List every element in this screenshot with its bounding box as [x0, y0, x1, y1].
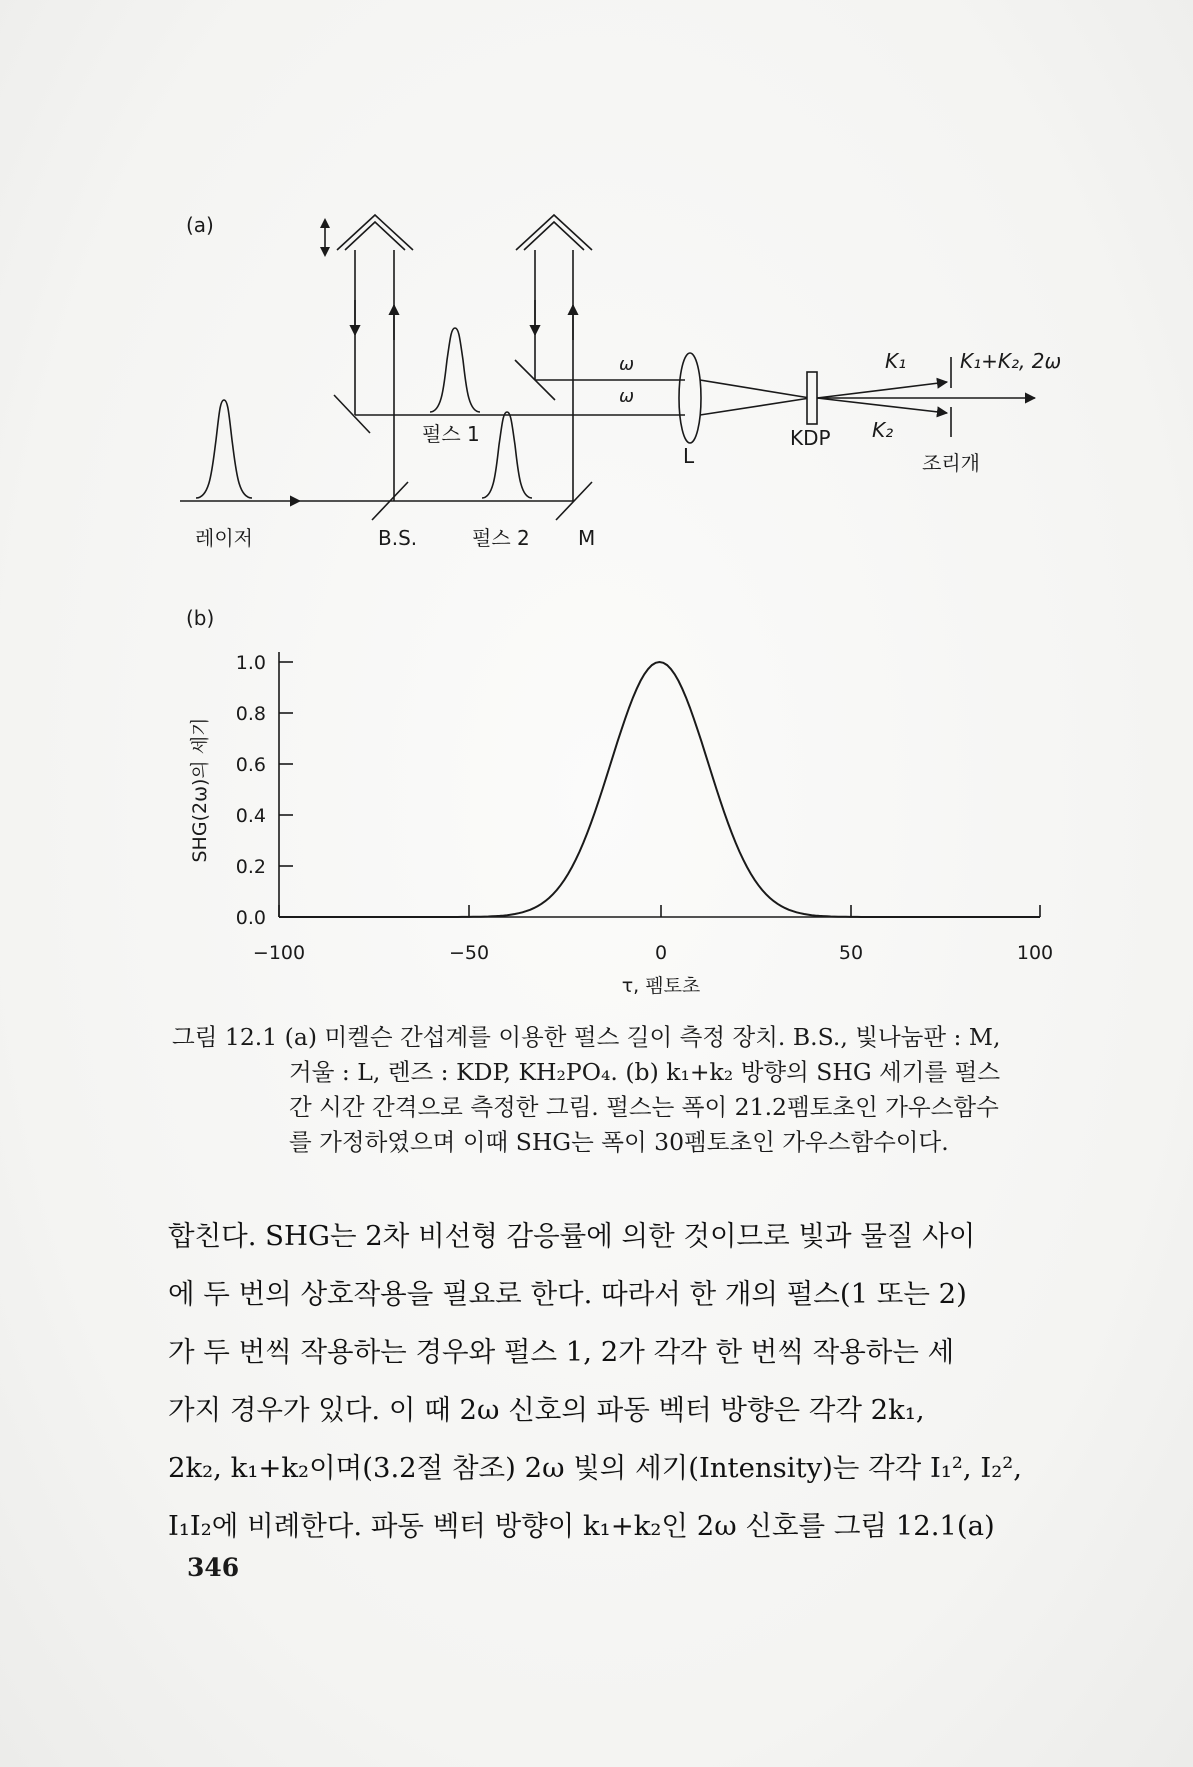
kdp-crystal	[807, 372, 817, 424]
caption-line: 그림 12.1 (a) 미켈슨 간섭계를 이용한 펄스 길이 측정 장치. B.S., 빛나눔판 : M,	[172, 1023, 1001, 1051]
x-tick-label: −100	[252, 942, 306, 964]
caption-line: 거울 : L, 렌즈 : KDP, KH₂PO₄. (b) k₁+k₂ 방향의 SHG 세기를 펄스	[289, 1058, 1001, 1086]
x-ticks	[279, 905, 1040, 917]
laser-pulse-shape	[196, 400, 252, 498]
x-axis-label: τ, 펨토초	[621, 975, 701, 997]
y-tick-label: 0.8	[235, 703, 266, 725]
body-line: 2k₂, k₁+k₂이며(3.2절 참조) 2ω 빛의 세기(Intensity)는 각각 I₁², I₂²,	[168, 1452, 1023, 1484]
caption-line: 간 시간 간격으로 측정한 그림. 펄스는 폭이 21.2펨토초인 가우스함수	[289, 1093, 999, 1121]
panel-a-label: (a)	[186, 213, 214, 237]
label-aperture: 조리개	[922, 451, 980, 475]
mirror-left	[334, 395, 370, 433]
label-k1: K₁	[885, 349, 907, 373]
y-tick-label: 0.2	[235, 856, 266, 878]
y-tick-label: 0.0	[235, 907, 266, 929]
x-tick-label: 100	[1016, 942, 1054, 964]
body-paragraph	[168, 1207, 1058, 1555]
body-line: 가지 경우가 있다. 이 때 2ω 신호의 파동 벡터 방향은 각각 2k₁,	[168, 1394, 925, 1426]
label-k2: K₂	[872, 418, 894, 442]
label-laser: 레이저	[195, 526, 253, 550]
x-tick-label: −50	[448, 942, 490, 964]
pulse-1-shape	[430, 328, 480, 412]
label-kdp: KDP	[790, 426, 831, 450]
label-omega-1: ω	[619, 354, 635, 375]
label-k1-plus-k2: K₁+K₂, 2ω	[960, 349, 1062, 373]
page-number: 346	[187, 1553, 240, 1582]
label-lens: L	[683, 444, 695, 468]
panel-b-label: (b)	[186, 606, 215, 630]
retroreflector-left	[337, 215, 413, 250]
y-axis-label: SHG(2ω)의 세기	[189, 717, 211, 863]
y-tick-label: 0.4	[235, 805, 266, 827]
panel-a	[180, 213, 1061, 550]
retroreflector-right	[516, 215, 592, 250]
label-pulse-1: 펄스 1	[422, 422, 480, 446]
pulse-2-shape	[482, 412, 532, 498]
y-tick-label: 0.6	[235, 754, 266, 776]
body-line: 가 두 번씩 작용하는 경우와 펄스 1, 2가 각각 한 번씩 작용하는 세	[168, 1336, 955, 1368]
label-omega-2: ω	[619, 386, 635, 407]
body-line: 합친다. SHG는 2차 비선형 감응률에 의한 것이므로 빛과 물질 사이	[168, 1220, 976, 1252]
body-line: I₁I₂에 비례한다. 파동 벡터 방향이 k₁+k₂인 2ω 신호를 그림 12.1(a)	[168, 1510, 995, 1542]
x-tick-label: 0	[654, 942, 668, 964]
panel-b	[186, 606, 1053, 997]
caption-line: 를 가정하였으며 이때 SHG는 폭이 30펨토초인 가우스함수이다.	[289, 1128, 949, 1156]
y-tick-label: 1.0	[235, 652, 266, 674]
shg-intensity-curve	[279, 662, 1040, 917]
beam-k2	[817, 398, 947, 413]
body-line: 에 두 번의 상호작용을 필요로 한다. 따라서 한 개의 펄스(1 또는 2)	[168, 1278, 967, 1310]
label-mirror-m: M	[578, 526, 596, 550]
y-ticks	[279, 662, 293, 917]
label-bs: B.S.	[378, 526, 418, 550]
x-tick-label: 50	[838, 942, 864, 964]
figure-caption	[172, 1020, 1052, 1160]
label-pulse-2: 펄스 2	[472, 526, 530, 550]
lens-l	[679, 353, 701, 443]
beam-k1	[817, 382, 947, 398]
